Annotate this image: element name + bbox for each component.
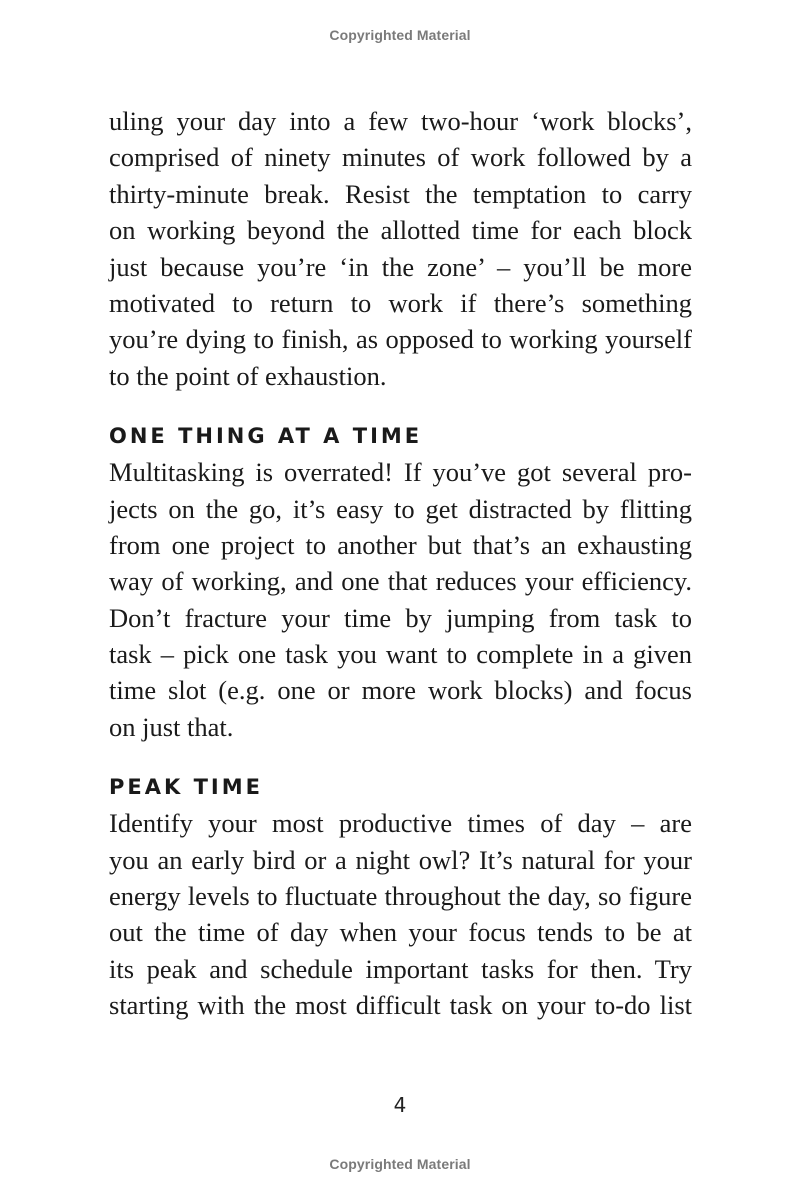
- text-line: from one project to another but that’s an exhausting: [109, 529, 692, 560]
- text-line: jects on the go, it’s easy to get distracted by flitting: [109, 493, 692, 524]
- text-line: Don’t fracture your time by jumping from task to: [109, 602, 692, 633]
- text-line: its peak and schedule important tasks for then. Try: [109, 953, 692, 984]
- text-line: task – pick one task you want to complete in a given: [109, 639, 692, 670]
- text-line: on just that.: [109, 711, 234, 742]
- text-line: time slot (e.g. one or more work blocks) and focus: [109, 675, 692, 706]
- text-line: starting with the most difficult task on your to-do list: [109, 990, 692, 1021]
- section-heading-one-thing-at-a-time: ONE THING AT A TIME: [109, 424, 423, 449]
- text-line: motivated to return to work if there’s something: [109, 287, 692, 318]
- paragraph-intro: [109, 103, 692, 394]
- text-line: thirty-minute break. Resist the temptation to carry: [109, 178, 692, 209]
- text-line: out the time of day when your focus tends to be at: [109, 917, 692, 948]
- copyright-watermark-top: Copyrighted Material: [329, 27, 471, 43]
- text-line: you’re dying to finish, as opposed to working yourself: [109, 324, 692, 355]
- text-line: Identify your most productive times of day – are: [109, 808, 692, 839]
- page-number: 4: [393, 1093, 407, 1117]
- text-line: way of working, and one that reduces your efficiency.: [109, 566, 692, 597]
- section-heading-peak-time: PEAK TIME: [109, 775, 263, 800]
- paragraph-one-thing-at-a-time: [109, 454, 692, 745]
- copyright-watermark-bottom: Copyrighted Material: [329, 1156, 471, 1172]
- paragraph-peak-time: [109, 805, 692, 1023]
- text-line: you an early bird or a night owl? It’s natural for your: [109, 844, 692, 875]
- text-line: uling your day into a few two-hour ‘work blocks’,: [109, 106, 692, 136]
- text-line: just because you’re ‘in the zone’ – you’ll be more: [109, 251, 692, 282]
- text-line: to the point of exhaustion.: [109, 360, 387, 391]
- text-line: Multitasking is overrated! If you’ve got several pro-: [109, 457, 692, 488]
- text-line: energy levels to fluctuate throughout the day, so figure: [109, 881, 692, 912]
- text-line: comprised of ninety minutes of work followed by a: [109, 142, 692, 173]
- text-line: on working beyond the allotted time for each block: [109, 215, 692, 246]
- page-body: [109, 103, 692, 1024]
